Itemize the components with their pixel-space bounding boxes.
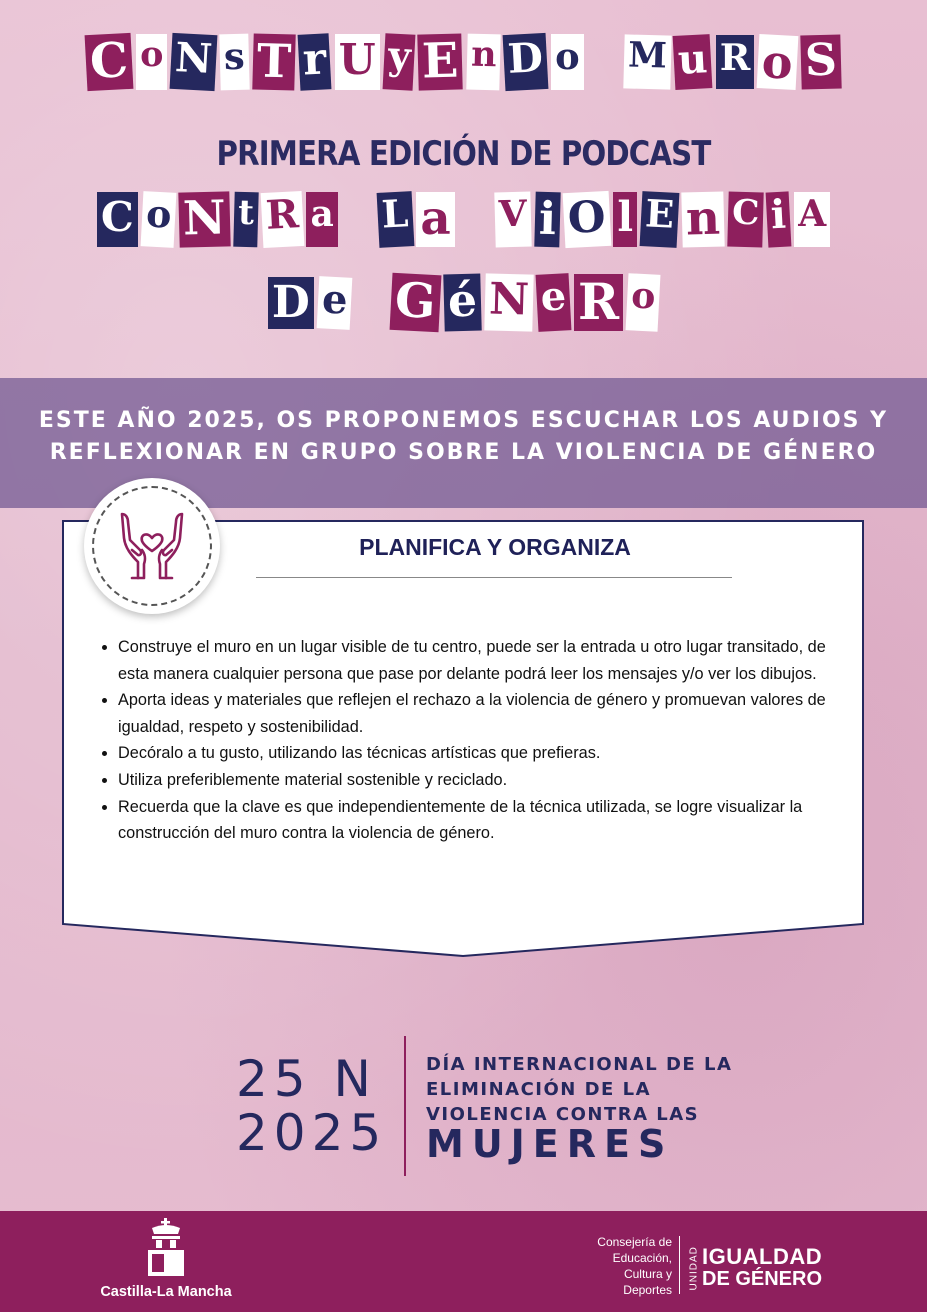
consejeria-line-4: Deportes <box>623 1283 672 1297</box>
date-day: 25 N <box>236 1050 377 1108</box>
title-letter: o <box>551 34 584 90</box>
list-item: • Recuerda que la clave es que independientemente de la técnica utilizada, se logre visualizar la construcción del muro contra la violencia de género. <box>118 794 858 847</box>
title-letter: E <box>640 191 680 248</box>
title-letter: L <box>376 191 413 248</box>
title-line-3 <box>0 192 927 247</box>
banner-text <box>0 405 927 469</box>
banner-line-1: ESTE AÑO 2025, OS PROPONEMOS ESCUCHAR LOS AUDIOS Y <box>38 408 889 433</box>
icon-badge <box>84 478 220 614</box>
title-letter: o <box>140 191 176 247</box>
date-divider <box>404 1036 406 1176</box>
title-letter: A <box>794 192 830 247</box>
title-letter: l <box>613 192 637 247</box>
title-letter: o <box>757 34 798 90</box>
title-letter: R <box>260 191 304 248</box>
day-line-1: DÍA INTERNACIONAL DE LA <box>426 1054 733 1075</box>
title-letter: D <box>503 33 549 91</box>
list-item: • Aporta ideas y materiales que reflejen el rechazo a la violencia de género y promuevan valores de igualdad, respeto y sostenibilidad. <box>118 687 858 740</box>
bullet-list <box>100 634 858 847</box>
title-letter: e <box>535 273 571 332</box>
title-line-4 <box>0 271 927 331</box>
subtitle: PRIMERA EDICIÓN DE PODCAST <box>216 134 711 174</box>
consejeria-line-2: Educación, <box>612 1251 672 1265</box>
title-letter: r <box>298 33 332 90</box>
footer-divider <box>679 1236 680 1294</box>
igualdad-label: IGUALDAD <box>702 1244 823 1269</box>
title-letter: t <box>233 192 258 247</box>
title-letter: U <box>335 34 380 90</box>
title-letter: N <box>178 191 230 247</box>
consejeria-text <box>560 1234 672 1298</box>
title-letter: C <box>85 33 134 91</box>
title-letter: S <box>800 34 841 89</box>
title-letter: G <box>390 273 442 333</box>
unidad-label: UNIDAD <box>688 1246 700 1291</box>
title-word-contra <box>95 192 340 247</box>
title-letter: E <box>417 33 463 90</box>
list-item: • Construye el muro en un lugar visible de tu centro, puede ser la entrada u otro lugar transitado, de esta manera cualquier persona que pase por delante podrá leer los mensajes y/o ver los dibujos. <box>118 634 858 687</box>
title-word-la <box>376 192 457 247</box>
consejeria-line-3: Cultura y <box>623 1267 672 1281</box>
list-item: • Decóralo a tu gusto, utilizando las técnicas artísticas que prefieras. <box>118 740 858 767</box>
title-letter: i <box>766 191 792 247</box>
region-name: Castilla-La Mancha <box>100 1284 232 1300</box>
title-letter: C <box>727 192 764 248</box>
title-line-1 <box>0 34 927 90</box>
card-divider <box>256 577 732 578</box>
title-letter: a <box>306 192 337 247</box>
title-letter: y <box>382 33 415 90</box>
title-letter: C <box>97 192 138 247</box>
title-letter: N <box>170 33 218 91</box>
consejeria-line-1: Consejería de <box>597 1235 672 1249</box>
de-genero-label: DE GÉNERO <box>702 1268 823 1290</box>
title-letter: o <box>626 273 661 332</box>
title-letter: n <box>681 191 724 247</box>
list-item: • Utiliza preferiblemente material sostenible y reciclado. <box>118 767 858 794</box>
castilla-la-mancha-logo <box>140 1218 192 1282</box>
title-letter: s <box>220 34 250 91</box>
day-line-2: ELIMINACIÓN DE LA <box>426 1079 652 1100</box>
title-word-construyendo <box>84 34 586 90</box>
title-word-violencia <box>493 192 832 247</box>
title-letter: e <box>316 276 352 329</box>
title-letter: R <box>716 35 755 89</box>
title-letter: R <box>574 274 623 331</box>
day-line-3: VIOLENCIA CONTRA LAS <box>426 1104 700 1125</box>
title-word-genero <box>389 271 661 331</box>
title-letter: V <box>494 192 531 248</box>
title-letter: o <box>136 34 167 90</box>
title-letter: N <box>484 273 533 332</box>
title-letter: a <box>416 192 454 247</box>
day-description <box>426 1052 732 1127</box>
date-year: 2025 <box>236 1104 388 1162</box>
card-title: PLANIFICA Y ORGANIZA <box>359 534 631 560</box>
title-letter: D <box>268 277 314 329</box>
title-letter: u <box>673 34 713 90</box>
title-letter: T <box>252 33 296 90</box>
title-word-de <box>266 277 353 329</box>
title-word-muros <box>622 35 843 89</box>
title-letter: i <box>534 192 561 247</box>
title-letter: O <box>562 191 610 248</box>
hands-heart-icon <box>114 508 190 584</box>
title-letter: é <box>443 274 482 332</box>
title-letter: M <box>623 34 671 89</box>
banner-line-2: REFLEXIONAR EN GRUPO SOBRE LA VIOLENCIA DE GÉNERO <box>49 440 878 465</box>
title-letter: n <box>466 34 501 91</box>
day-mujeres: MUJERES <box>426 1122 674 1166</box>
